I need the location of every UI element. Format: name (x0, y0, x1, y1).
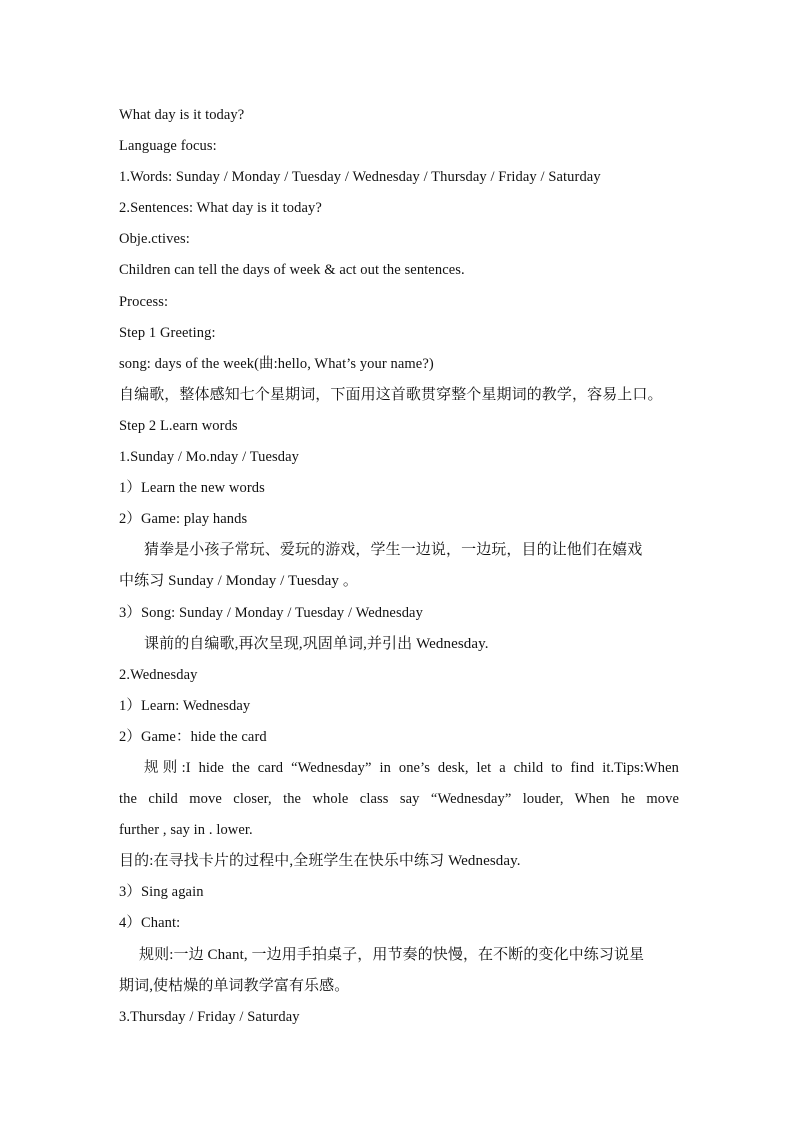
chant-rule-line2: 期词,使枯燥的单词教学富有乐感。 (119, 977, 350, 994)
objectives-heading: Obje.ctives: (119, 231, 190, 248)
song-note: 自编歌，整体感知七个星期词，下面用这首歌贯穿整个星期词的教学，容易上口。 (119, 386, 663, 403)
song-review-note: 课前的自编歌,再次呈现,巩固单词,并引出 Wednesday. (144, 635, 489, 652)
item-game-hide-card: 2）Game：hide the card (119, 728, 267, 745)
item-learn-new-words: 1）Learn the new words (119, 480, 265, 497)
game-note-line1: 猜拳是小孩子常玩、爱玩的游戏，学生一边说，一边玩，目的让他们在嬉戏 (144, 542, 643, 559)
chant-rule-line1: 规则:一边 Chant, 一边用手拍桌子，用节奏的快慢，在不断的变化中练习说星 (139, 946, 645, 963)
sentences-line: 2.Sentences: What day is it today? (119, 200, 322, 217)
purpose-line: 目的:在寻找卡片的过程中,全班学生在快乐中练习 Wednesday. (119, 853, 521, 870)
words-line: 1.Words: Sunday / Monday / Tuesday / Wednesday / Thursday / Friday / Saturday (119, 169, 601, 186)
item-chant: 4）Chant: (119, 915, 181, 932)
words-group2: 2.Wednesday (119, 666, 198, 683)
lesson-title: What day is it today? (119, 107, 245, 123)
item-sing-again: 3）Sing again (119, 884, 204, 901)
rule-line1: 规则:I hide the card “Wednesday” in one’s desk, let a child to find it.Tips:When (144, 759, 679, 776)
rule-line2: the child move closer, the whole class say “Wednesday” louder, When he move (119, 791, 679, 808)
process-heading: Process: (119, 293, 169, 310)
rule-line3: further , say in . lower. (119, 822, 253, 839)
step1-heading: Step 1 Greeting: (119, 324, 216, 341)
language-focus-heading: Language focus: (119, 138, 217, 155)
song-line: song: days of the week(曲:hello, What’s your name?) (119, 355, 434, 372)
step2-heading: Step 2 L.earn words (119, 417, 238, 434)
game-note-line2: 中练习 Sunday / Monday / Tuesday 。 (119, 573, 358, 590)
words-group3: 3.Thursday / Friday / Saturday (119, 1008, 300, 1025)
item-game-play-hands: 2）Game: play hands (119, 511, 248, 528)
item-song: 3）Song: Sunday / Monday / Tuesday / Wednesday (119, 604, 423, 621)
words-group1: 1.Sunday / Mo.nday / Tuesday (119, 449, 300, 466)
objectives-text: Children can tell the days of week & act out the sentences. (119, 262, 465, 279)
item-learn-wednesday: 1）Learn: Wednesday (119, 697, 251, 714)
lesson-plan-body (119, 100, 679, 1033)
